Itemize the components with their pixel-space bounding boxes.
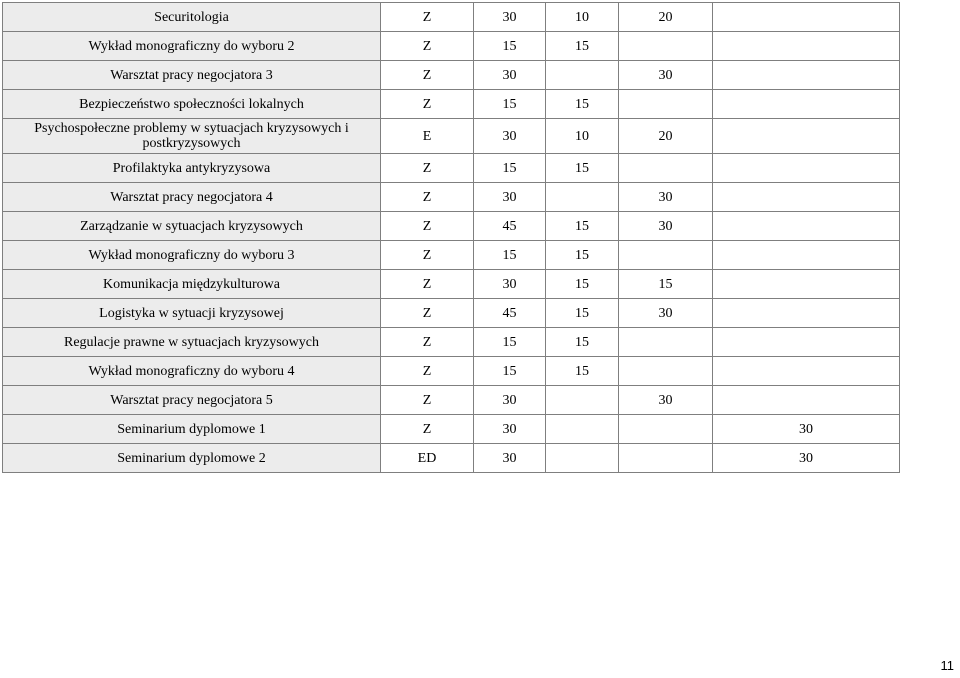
exercise-hours-cell xyxy=(619,270,713,299)
lecture-hours-cell xyxy=(546,32,619,61)
subject-cell-text: Wykład monograficzny do wyboru 4 xyxy=(88,363,295,379)
subject-cell xyxy=(3,328,381,357)
exercise-hours-cell xyxy=(619,90,713,119)
lecture-hours-cell-text: 15 xyxy=(575,334,589,350)
seminar-hours-cell xyxy=(713,183,900,212)
assessment-form-cell xyxy=(381,444,474,473)
total-hours-cell-text: 15 xyxy=(502,334,517,350)
lecture-hours-cell xyxy=(546,415,619,444)
lecture-hours-cell-text: 15 xyxy=(575,96,589,112)
lecture-hours-cell-text: 15 xyxy=(575,305,589,321)
total-hours-cell-text: 30 xyxy=(502,421,517,437)
lecture-hours-cell xyxy=(546,299,619,328)
total-hours-cell xyxy=(474,270,546,299)
assessment-form-cell-text: Z xyxy=(422,9,432,25)
exercise-hours-cell xyxy=(619,299,713,328)
table-row xyxy=(3,3,900,32)
subject-cell-text: Warsztat pracy negocjatora 3 xyxy=(110,67,273,83)
assessment-form-cell xyxy=(381,357,474,386)
assessment-form-cell-text: E xyxy=(422,128,432,144)
exercise-hours-cell xyxy=(619,415,713,444)
assessment-form-cell-text: Z xyxy=(422,96,432,112)
assessment-form-cell xyxy=(381,299,474,328)
assessment-form-cell-text: Z xyxy=(422,189,432,205)
lecture-hours-cell xyxy=(546,386,619,415)
seminar-hours-cell xyxy=(713,357,900,386)
subject-cell-text: Seminarium dyplomowe 1 xyxy=(117,421,266,437)
exercise-hours-cell xyxy=(619,212,713,241)
total-hours-cell xyxy=(474,61,546,90)
lecture-hours-cell xyxy=(546,328,619,357)
total-hours-cell xyxy=(474,357,546,386)
seminar-hours-cell xyxy=(713,61,900,90)
assessment-form-cell-text: Z xyxy=(422,38,432,54)
exercise-hours-cell-text: 15 xyxy=(658,276,673,292)
seminar-hours-cell xyxy=(713,299,900,328)
subject-cell xyxy=(3,270,381,299)
subject-cell xyxy=(3,299,381,328)
assessment-form-cell-text: Z xyxy=(422,334,432,350)
total-hours-cell xyxy=(474,415,546,444)
course-schedule-body xyxy=(3,3,900,473)
total-hours-cell-text: 15 xyxy=(502,247,517,263)
subject-cell-text: Psychospołeczne problemy w sytuacjach kryzysowych i postkryzysowych xyxy=(34,121,349,151)
table-row xyxy=(3,61,900,90)
assessment-form-cell-text: Z xyxy=(422,160,432,176)
subject-cell xyxy=(3,415,381,444)
lecture-hours-cell xyxy=(546,119,619,154)
total-hours-cell xyxy=(474,3,546,32)
lecture-hours-cell-text: 15 xyxy=(575,363,589,379)
assessment-form-cell xyxy=(381,183,474,212)
assessment-form-cell-text: Z xyxy=(422,305,432,321)
seminar-hours-cell xyxy=(713,270,900,299)
total-hours-cell-text: 30 xyxy=(502,9,517,25)
exercise-hours-cell xyxy=(619,328,713,357)
table-row xyxy=(3,119,900,154)
subject-cell-text: Logistyka w sytuacji kryzysowej xyxy=(99,305,284,321)
course-schedule-table xyxy=(2,2,900,473)
subject-cell xyxy=(3,32,381,61)
table-row xyxy=(3,386,900,415)
subject-cell xyxy=(3,183,381,212)
subject-cell-text: Securitologia xyxy=(154,9,229,25)
total-hours-cell-text: 15 xyxy=(502,38,517,54)
total-hours-cell xyxy=(474,90,546,119)
total-hours-cell-text: 30 xyxy=(502,67,517,83)
exercise-hours-cell-text: 30 xyxy=(658,189,673,205)
lecture-hours-cell-text: 15 xyxy=(575,247,589,263)
subject-cell-text: Bezpieczeństwo społeczności lokalnych xyxy=(79,96,304,112)
subject-cell-text: Warsztat pracy negocjatora 5 xyxy=(110,392,273,408)
subject-cell-text: Seminarium dyplomowe 2 xyxy=(117,450,266,466)
seminar-hours-cell xyxy=(713,32,900,61)
table-row xyxy=(3,357,900,386)
exercise-hours-cell-text: 20 xyxy=(658,128,673,144)
lecture-hours-cell-text: 15 xyxy=(575,38,589,54)
assessment-form-cell xyxy=(381,119,474,154)
assessment-form-cell xyxy=(381,32,474,61)
table-row xyxy=(3,90,900,119)
total-hours-cell xyxy=(474,444,546,473)
assessment-form-cell xyxy=(381,61,474,90)
total-hours-cell-text: 30 xyxy=(502,128,517,144)
exercise-hours-cell xyxy=(619,386,713,415)
exercise-hours-cell-text: 30 xyxy=(658,305,673,321)
exercise-hours-cell-text: 30 xyxy=(658,392,673,408)
subject-cell xyxy=(3,61,381,90)
lecture-hours-cell-text: 10 xyxy=(575,128,589,144)
exercise-hours-cell xyxy=(619,357,713,386)
assessment-form-cell-text: ED xyxy=(417,450,437,466)
total-hours-cell xyxy=(474,386,546,415)
total-hours-cell xyxy=(474,241,546,270)
assessment-form-cell-text: Z xyxy=(422,276,432,292)
assessment-form-cell-text: Z xyxy=(422,247,432,263)
assessment-form-cell-text: Z xyxy=(422,392,432,408)
table-row xyxy=(3,154,900,183)
seminar-hours-cell xyxy=(713,415,900,444)
lecture-hours-cell xyxy=(546,154,619,183)
total-hours-cell xyxy=(474,119,546,154)
table-row xyxy=(3,444,900,473)
lecture-hours-cell-text: 15 xyxy=(575,276,589,292)
exercise-hours-cell xyxy=(619,61,713,90)
seminar-hours-cell-text: 30 xyxy=(799,450,813,466)
seminar-hours-cell xyxy=(713,119,900,154)
assessment-form-cell-text: Z xyxy=(422,363,432,379)
lecture-hours-cell-text: 15 xyxy=(575,160,589,176)
seminar-hours-cell xyxy=(713,212,900,241)
assessment-form-cell xyxy=(381,3,474,32)
total-hours-cell xyxy=(474,328,546,357)
assessment-form-cell xyxy=(381,386,474,415)
subject-cell xyxy=(3,90,381,119)
seminar-hours-cell xyxy=(713,386,900,415)
total-hours-cell xyxy=(474,212,546,241)
assessment-form-cell xyxy=(381,270,474,299)
total-hours-cell-text: 30 xyxy=(502,392,517,408)
exercise-hours-cell xyxy=(619,241,713,270)
table-row xyxy=(3,212,900,241)
lecture-hours-cell xyxy=(546,3,619,32)
subject-cell-text: Zarządzanie w sytuacjach kryzysowych xyxy=(80,218,303,234)
subject-cell-text: Wykład monograficzny do wyboru 3 xyxy=(88,247,295,263)
lecture-hours-cell xyxy=(546,212,619,241)
total-hours-cell-text: 15 xyxy=(502,363,517,379)
table-row xyxy=(3,241,900,270)
lecture-hours-cell xyxy=(546,270,619,299)
lecture-hours-cell-text: 15 xyxy=(575,218,589,234)
total-hours-cell xyxy=(474,32,546,61)
assessment-form-cell-text: Z xyxy=(422,67,432,83)
page-number: 11 xyxy=(940,658,954,673)
exercise-hours-cell-text: 20 xyxy=(658,9,673,25)
exercise-hours-cell-text: 30 xyxy=(658,67,673,83)
subject-cell xyxy=(3,154,381,183)
subject-cell-text: Komunikacja międzykulturowa xyxy=(103,276,280,292)
subject-cell-text: Regulacje prawne w sytuacjach kryzysowych xyxy=(63,334,319,350)
seminar-hours-cell xyxy=(713,154,900,183)
seminar-hours-cell xyxy=(713,241,900,270)
exercise-hours-cell xyxy=(619,3,713,32)
total-hours-cell-text: 15 xyxy=(502,160,517,176)
exercise-hours-cell xyxy=(619,119,713,154)
table-row xyxy=(3,270,900,299)
subject-cell xyxy=(3,444,381,473)
seminar-hours-cell-text: 30 xyxy=(799,421,813,437)
lecture-hours-cell xyxy=(546,61,619,90)
table-row xyxy=(3,415,900,444)
total-hours-cell-text: 15 xyxy=(502,96,517,112)
total-hours-cell-text: 30 xyxy=(502,189,517,205)
assessment-form-cell xyxy=(381,212,474,241)
exercise-hours-cell xyxy=(619,444,713,473)
total-hours-cell xyxy=(474,299,546,328)
assessment-form-cell-text: Z xyxy=(422,218,432,234)
assessment-form-cell xyxy=(381,415,474,444)
lecture-hours-cell xyxy=(546,357,619,386)
lecture-hours-cell-text: 10 xyxy=(575,9,589,25)
seminar-hours-cell xyxy=(713,444,900,473)
assessment-form-cell xyxy=(381,90,474,119)
assessment-form-cell xyxy=(381,328,474,357)
lecture-hours-cell xyxy=(546,183,619,212)
total-hours-cell-text: 30 xyxy=(502,276,517,292)
total-hours-cell-text: 30 xyxy=(502,450,517,466)
subject-cell xyxy=(3,3,381,32)
subject-cell-text: Wykład monograficzny do wyboru 2 xyxy=(88,38,295,54)
subject-cell xyxy=(3,119,381,154)
subject-cell xyxy=(3,241,381,270)
total-hours-cell-text: 45 xyxy=(502,305,517,321)
subject-cell-text: Warsztat pracy negocjatora 4 xyxy=(110,189,273,205)
table-row xyxy=(3,183,900,212)
assessment-form-cell-text: Z xyxy=(422,421,432,437)
seminar-hours-cell xyxy=(713,328,900,357)
exercise-hours-cell xyxy=(619,154,713,183)
total-hours-cell xyxy=(474,154,546,183)
total-hours-cell xyxy=(474,183,546,212)
lecture-hours-cell xyxy=(546,90,619,119)
table-row xyxy=(3,299,900,328)
assessment-form-cell xyxy=(381,154,474,183)
table-row xyxy=(3,32,900,61)
subject-cell xyxy=(3,357,381,386)
table-row xyxy=(3,328,900,357)
exercise-hours-cell xyxy=(619,32,713,61)
lecture-hours-cell xyxy=(546,241,619,270)
subject-cell xyxy=(3,386,381,415)
total-hours-cell-text: 45 xyxy=(502,218,517,234)
assessment-form-cell xyxy=(381,241,474,270)
exercise-hours-cell-text: 30 xyxy=(658,218,673,234)
subject-cell-text: Profilaktyka antykryzysowa xyxy=(112,160,271,176)
exercise-hours-cell xyxy=(619,183,713,212)
lecture-hours-cell xyxy=(546,444,619,473)
seminar-hours-cell xyxy=(713,90,900,119)
subject-cell xyxy=(3,212,381,241)
seminar-hours-cell xyxy=(713,3,900,32)
